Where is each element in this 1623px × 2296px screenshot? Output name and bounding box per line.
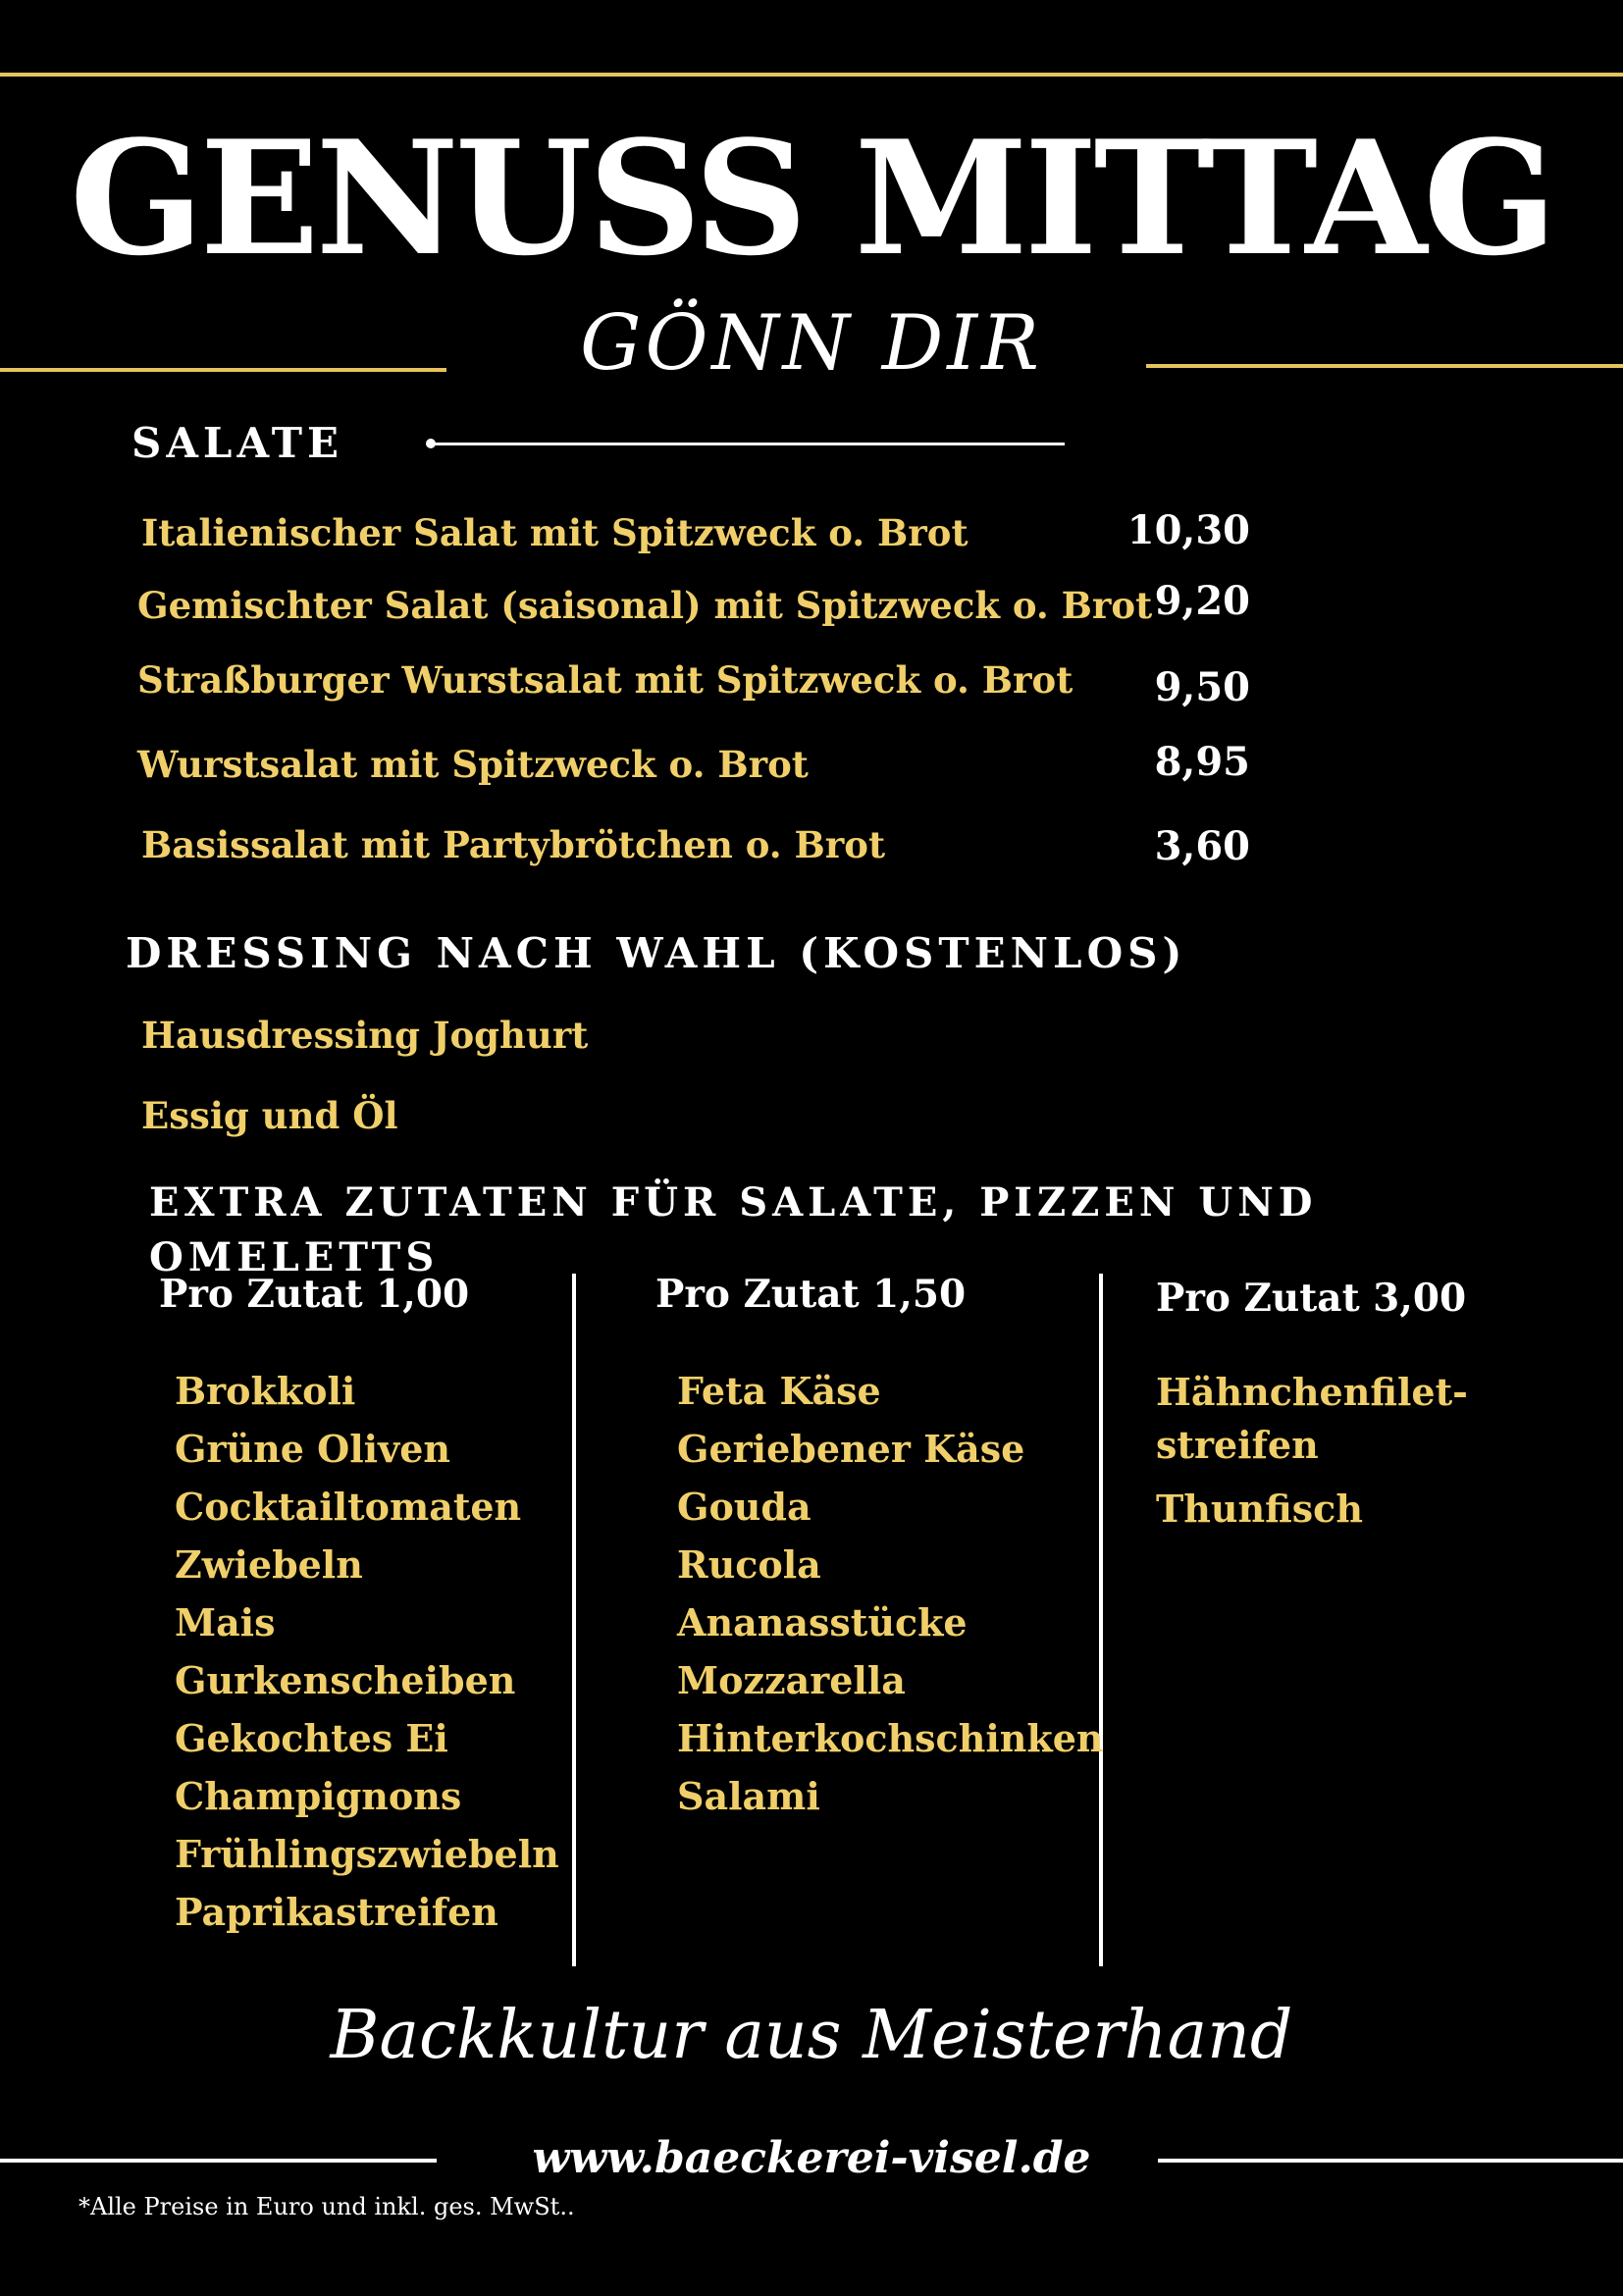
- website-link[interactable]: www.baeckerei-visel.de: [532, 2133, 1091, 2183]
- extras-col2-item: Mozzarella: [677, 1658, 906, 1702]
- footer-slogan: Backkultur aus Meisterhand: [330, 1997, 1293, 2074]
- salat-price-1: 10,30: [1126, 507, 1250, 553]
- salat-price-4: 8,95: [1154, 739, 1250, 785]
- extras-col1-item: Grüne Oliven: [175, 1427, 450, 1471]
- extras-col2-item: Geriebener Käse: [677, 1427, 1025, 1471]
- page-subtitle: GÖNN DIR: [580, 299, 1043, 388]
- extras-col1-item: Champignons: [175, 1774, 462, 1818]
- page-title: GENUSS MITTAG: [69, 106, 1554, 290]
- top-gold-rule: [0, 73, 1623, 77]
- price-footnote: *Alle Preise in Euro und inkl. ges. MwSt..: [79, 2193, 575, 2220]
- salate-divider-dot: [426, 439, 436, 448]
- extras-col3-head: Pro Zutat 3,00: [1156, 1276, 1467, 1321]
- extras-col1-head: Pro Zutat 1,00: [159, 1272, 470, 1317]
- extras-col1-item: Paprikastreifen: [175, 1890, 498, 1934]
- salat-price-2: 9,20: [1154, 578, 1250, 624]
- salat-item-5: Basissalat mit Partybrötchen o. Brot: [141, 823, 886, 866]
- extras-col3-item: Thunfisch: [1156, 1487, 1363, 1531]
- extras-col1-item: Cocktailtomaten: [175, 1485, 522, 1529]
- extras-col2-head: Pro Zutat 1,50: [655, 1272, 967, 1317]
- extras-col1-item: Mais: [175, 1600, 276, 1644]
- extras-col2-item: Gouda: [677, 1485, 812, 1529]
- extras-col1-item: Frühlingszwiebeln: [175, 1832, 559, 1876]
- dressing-item-2: Essig und Öl: [141, 1094, 398, 1137]
- extras-col2-item: Rucola: [677, 1542, 821, 1587]
- extras-col1-list: [175, 1362, 559, 1941]
- extras-col2-item: Hinterkochschinken: [677, 1716, 1104, 1760]
- extras-col1-item: Zwiebeln: [175, 1542, 363, 1587]
- salat-item-4: Wurstsalat mit Spitzweck o. Brot: [137, 743, 809, 786]
- salate-divider: [432, 443, 1065, 445]
- extras-col3-item: Hähnchenfilet-streifen: [1156, 1370, 1468, 1467]
- extras-heading: EXTRA ZUTATEN FÜR SALATE, PIZZEN UND OMELETTS: [149, 1179, 1318, 1280]
- extras-col1-item: Gekochtes Ei: [175, 1716, 448, 1760]
- dressing-heading: DRESSING NACH WAHL (KOSTENLOS): [126, 929, 1187, 977]
- extras-col1-item: Brokkoli: [175, 1369, 356, 1413]
- extras-col2-item: Feta Käse: [677, 1369, 881, 1413]
- extras-col2-item: Ananasstücke: [677, 1600, 968, 1644]
- salate-heading: SALATE: [131, 419, 344, 467]
- extras-col3-list: [1156, 1366, 1490, 1538]
- dressing-item-1: Hausdressing Joghurt: [141, 1014, 589, 1057]
- salat-item-3: Straßburger Wurstsalat mit Spitzweck o. Brot: [137, 658, 1073, 702]
- extras-col2-item: Salami: [677, 1774, 820, 1818]
- salat-item-2: Gemischter Salat (saisonal) mit Spitzweck o. Brot: [137, 584, 1153, 627]
- extras-column-divider-1: [572, 1274, 576, 1966]
- extras-col2-list: [677, 1362, 1104, 1825]
- extras-col1-item: Gurkenscheiben: [175, 1658, 516, 1702]
- salat-price-5: 3,60: [1154, 823, 1250, 869]
- salat-price-3: 9,50: [1154, 664, 1250, 710]
- salat-item-1: Italienischer Salat mit Spitzweck o. Brot: [141, 511, 969, 554]
